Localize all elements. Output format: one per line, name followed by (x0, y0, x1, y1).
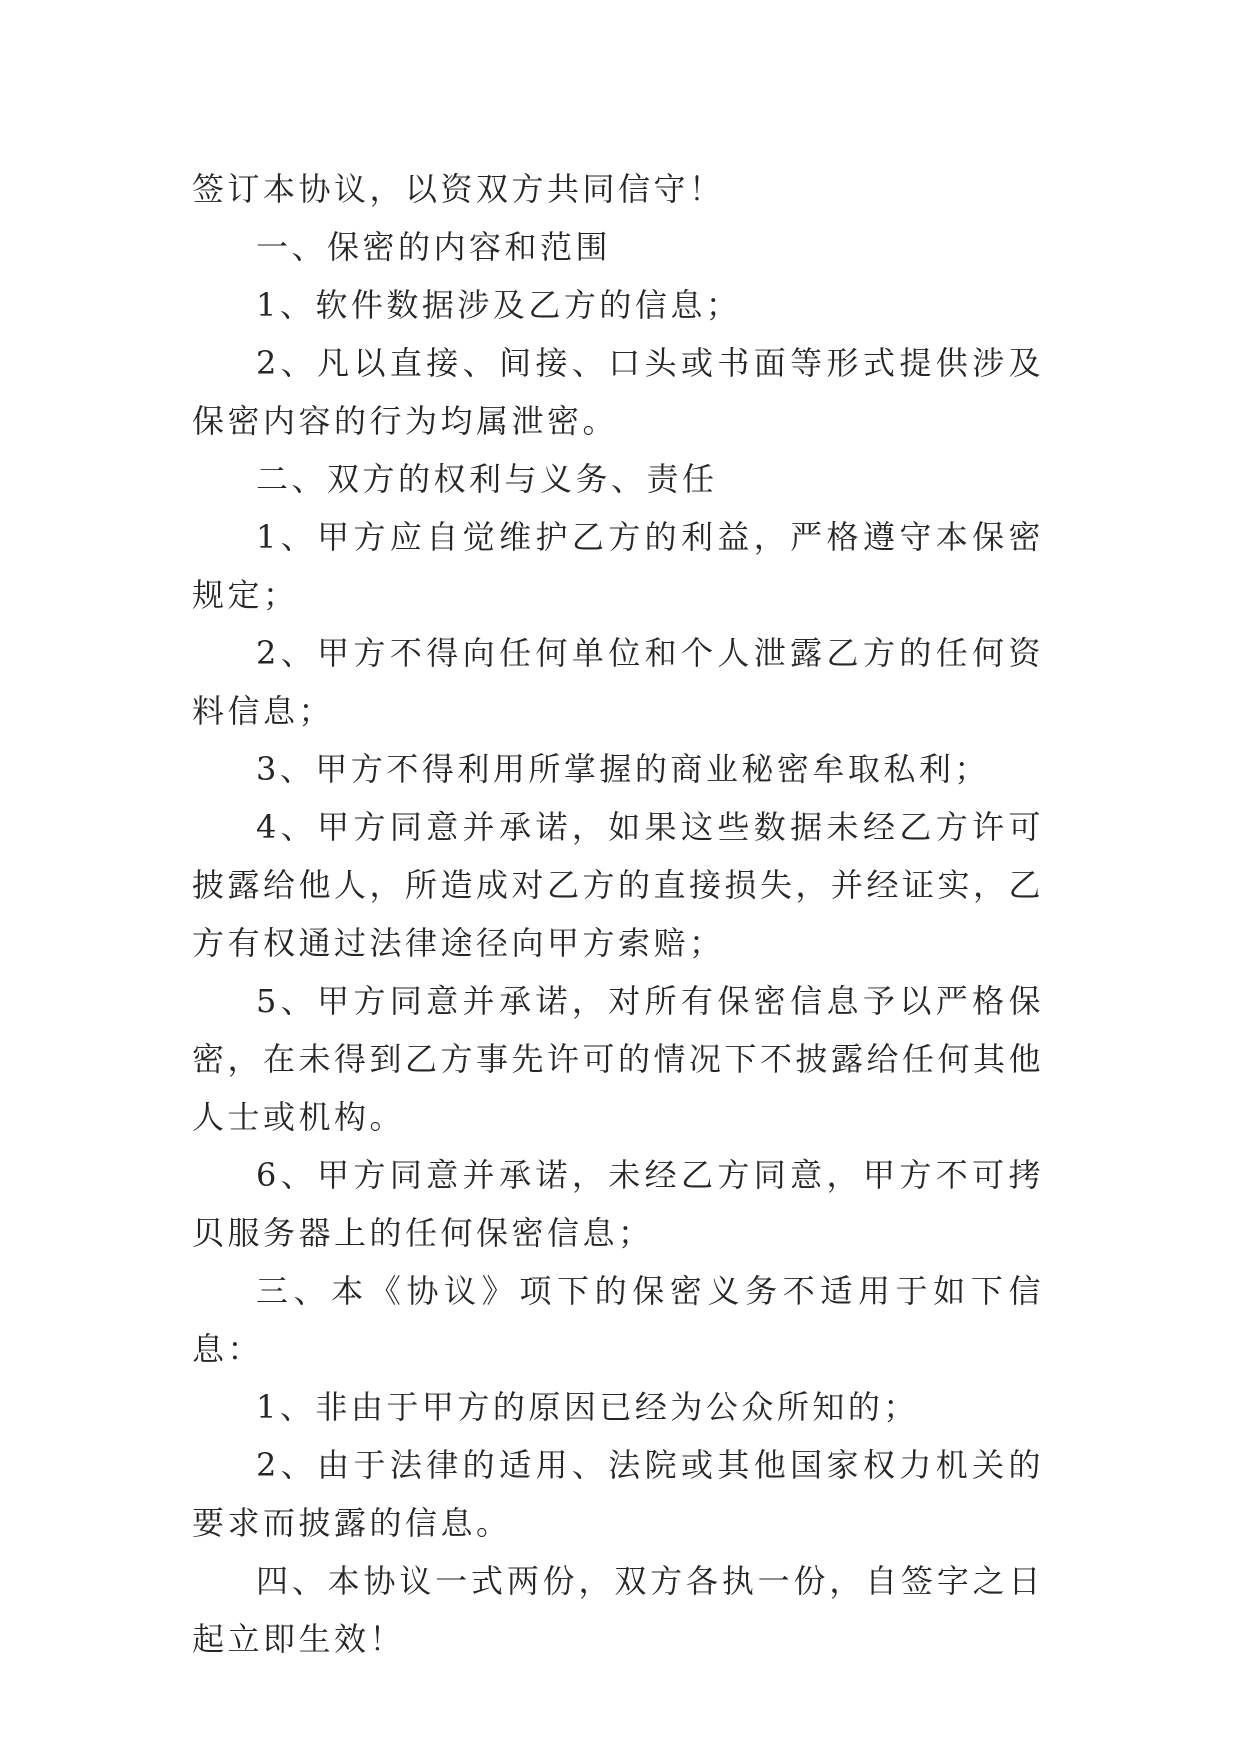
clause-2-4: 4、甲方同意并承诺，如果这些数据未经乙方许可披露给他人，所造成对乙方的直接损失，并经证实，乙方有权通过法律途径向甲方索赔； (192, 808, 1045, 962)
clause-2-1: 1、甲方应自觉维护乙方的利益，严格遵守本保密规定； (192, 518, 1044, 614)
clause-3-2: 2、由于法律的适用、法院或其他国家权力机关的要求而披露的信息。 (192, 1446, 1044, 1542)
clause-3-1: 1、非由于甲方的原因已经为公众所知的； (256, 1388, 919, 1426)
section-heading-1: 一、保密的内容和范围 (256, 228, 612, 266)
clause-2-6: 6、甲方同意并承诺，未经乙方同意，甲方不可拷贝服务器上的任何保密信息； (192, 1156, 1044, 1252)
paragraph-opening: 签订本协议，以资双方共同信守！ (192, 170, 725, 208)
section-heading-3: 三、本《协议》项下的保密义务不适用于如下信息： (192, 1272, 1044, 1368)
clause-2-5: 5、甲方同意并承诺，对所有保密信息予以严格保密，在未得到乙方事先许可的情况下不披露给任何其他人士或机构。 (192, 982, 1045, 1136)
section-heading-4: 四、本协议一式两份，双方各执一份，自签字之日起立即生效！ (192, 1562, 1044, 1658)
clause-1-2: 2、凡以直接、间接、口头或书面等形式提供涉及保密内容的行为均属泄密。 (192, 344, 1044, 440)
document-body (192, 160, 1044, 1668)
section-heading-2: 二、双方的权利与义务、责任 (256, 460, 718, 498)
clause-2-2: 2、甲方不得向任何单位和个人泄露乙方的任何资料信息； (192, 634, 1044, 730)
clause-2-3: 3、甲方不得利用所掌握的商业秘密牟取私利； (256, 750, 990, 788)
clause-1-1: 1、软件数据涉及乙方的信息； (256, 286, 742, 324)
